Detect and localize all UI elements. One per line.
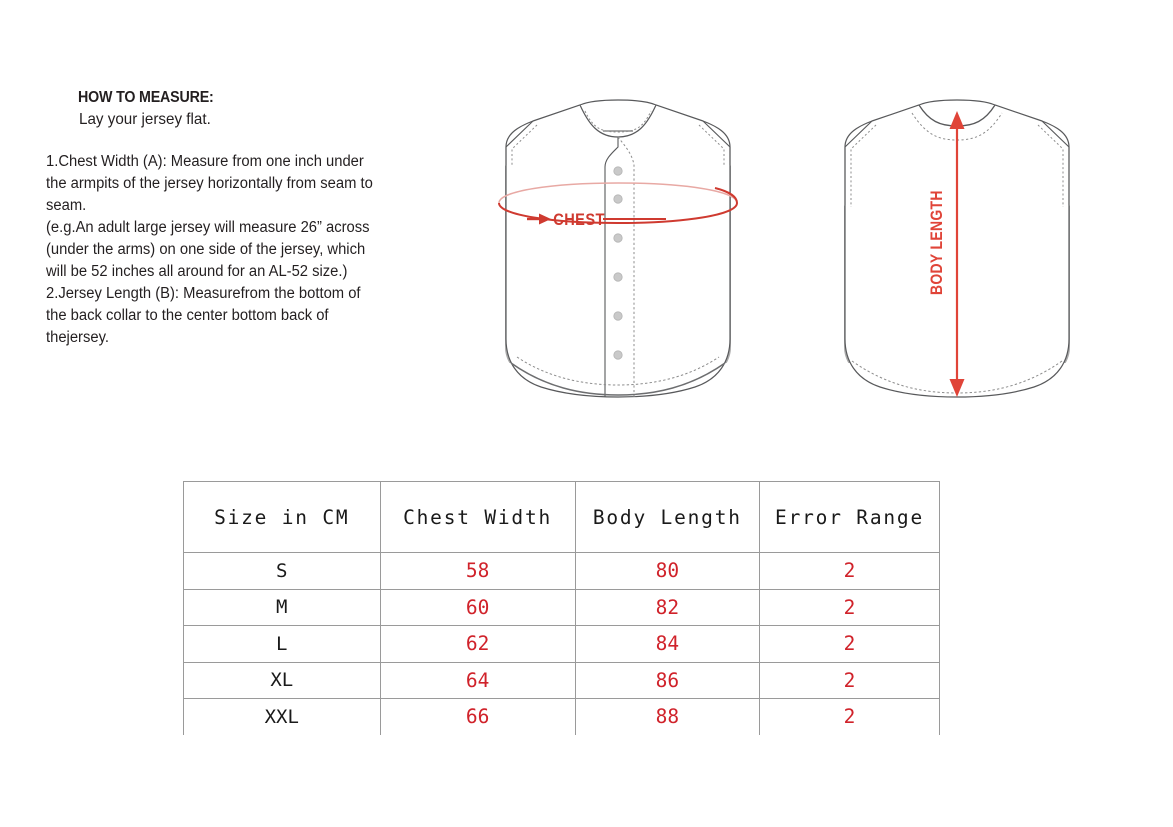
measure-step-line: will be 52 inches all around for an AL-52 size.)	[46, 263, 348, 281]
lay-flat-subtitle: Lay your jersey flat.	[79, 111, 211, 129]
table-header-row	[184, 482, 940, 553]
cell-chest-width: 58	[380, 553, 575, 590]
cell-size: XL	[184, 662, 381, 699]
jersey-back-illustration	[826, 95, 1088, 412]
cell-body-length: 88	[575, 699, 759, 735]
table-row	[184, 662, 940, 699]
button-icon	[614, 273, 622, 281]
measure-step-line: (under the arms) on one side of the jersey, which	[46, 241, 366, 259]
cell-size: S	[184, 553, 381, 590]
table-row	[184, 553, 940, 590]
table-row	[184, 589, 940, 626]
measure-steps	[46, 151, 449, 349]
cell-chest-width: 62	[380, 626, 575, 663]
button-icon	[614, 351, 622, 359]
size-chart-table	[183, 481, 940, 735]
cell-size: M	[184, 589, 381, 626]
button-icon	[614, 312, 622, 320]
measure-step-line: thejersey.	[46, 329, 109, 347]
measure-step-line: the back collar to the center bottom back of	[46, 307, 329, 325]
cell-body-length: 80	[575, 553, 759, 590]
measure-step-line: seam.	[46, 197, 87, 214]
table-row	[184, 626, 940, 663]
cell-chest-width: 66	[380, 699, 575, 735]
button-icon	[614, 167, 622, 175]
cell-size: XXL	[184, 699, 381, 735]
cell-size: L	[184, 626, 381, 663]
measure-step-line: 1.Chest Width (A): Measure from one inch under	[46, 152, 364, 170]
column-header-error-range: Error Range	[760, 482, 940, 553]
cell-error-range: 2	[760, 699, 940, 735]
how-to-measure-title: HOW TO MEASURE:	[78, 89, 214, 106]
column-header-body-length: Body Length	[575, 482, 759, 553]
body-length-label: BODY LENGTH	[927, 190, 947, 295]
table-row	[184, 699, 940, 735]
measure-step-line: the armpits of the jersey horizontally from seam to	[46, 174, 373, 192]
instructions-block	[46, 88, 466, 349]
column-header-chest-width: Chest Width	[380, 482, 575, 553]
button-icon	[614, 195, 622, 203]
cell-error-range: 2	[760, 553, 940, 590]
size-chart-table-wrapper	[183, 481, 940, 735]
chest-label: CHEST	[553, 211, 605, 230]
button-icon	[614, 234, 622, 242]
cell-error-range: 2	[760, 626, 940, 663]
cell-chest-width: 60	[380, 589, 575, 626]
cell-body-length: 86	[575, 662, 759, 699]
cell-chest-width: 64	[380, 662, 575, 699]
jersey-front-illustration	[487, 95, 749, 412]
cell-body-length: 84	[575, 626, 759, 663]
cell-error-range: 2	[760, 589, 940, 626]
measure-step-line: (e.g.An adult large jersey will measure 26” across	[46, 219, 370, 237]
column-header-size: Size in CM	[184, 482, 381, 553]
cell-body-length: 82	[575, 589, 759, 626]
measure-step-line: 2.Jersey Length (B): Measurefrom the bottom of	[46, 285, 361, 303]
cell-error-range: 2	[760, 662, 940, 699]
